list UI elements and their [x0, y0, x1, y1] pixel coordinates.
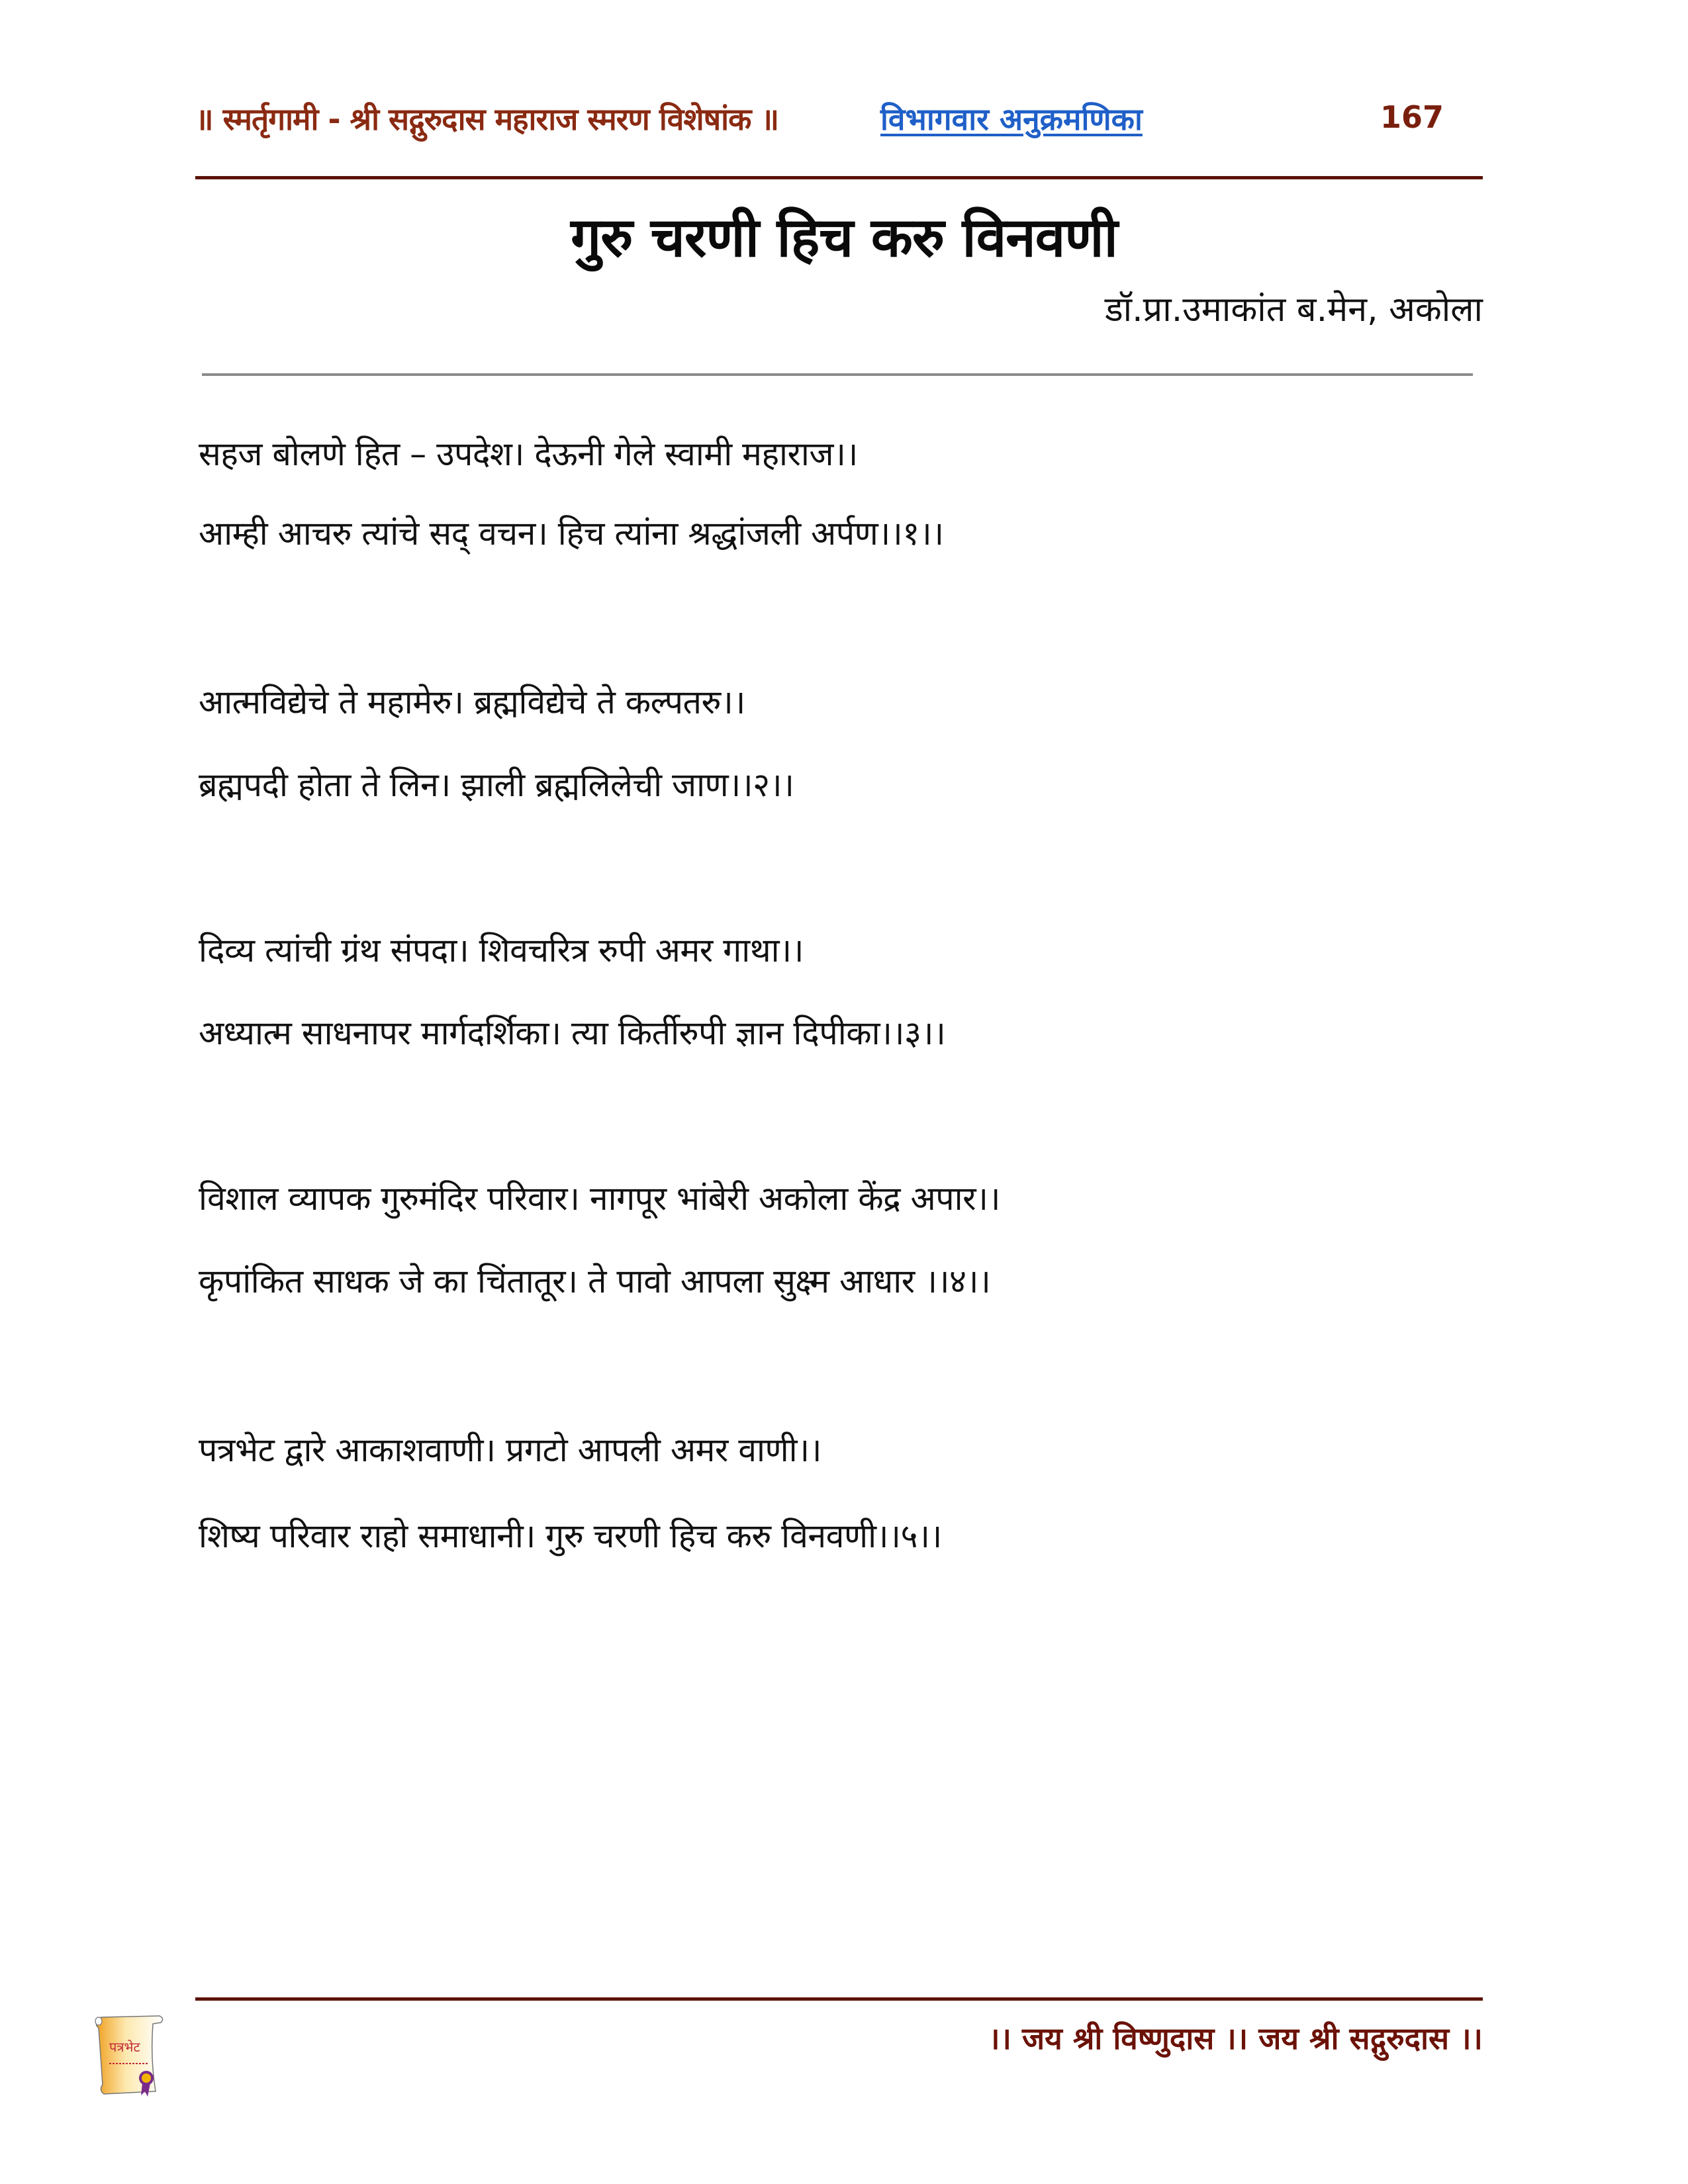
article-author: डॉ.प्रा.उमाकांत ब.मेन, अकोला: [1104, 290, 1483, 330]
publication-title: ॥ स्मर्तृगामी - श्री सद्गुरुदास महाराज स्मरण विशेषांक ॥: [195, 101, 778, 137]
verse-line: आम्ही आचरु त्यांचे सद् वचन। हिच त्यांना श्रद्धांजली अर्पण।।१।।: [199, 514, 944, 553]
verse-line: कृपांकित साधक जे का चिंतातूर। ते पावो आपला सुक्ष्म आधार ।।४।।: [199, 1262, 991, 1300]
index-link[interactable]: विभागवार अनुक्रमणिका: [880, 101, 1143, 137]
svg-text:पत्रभेट: पत्रभेट: [109, 2039, 140, 2055]
verse-line: ब्रह्मपदी होता ते लिन। झाली ब्रह्मलिलेची जाण।।२।।: [199, 766, 794, 804]
page-number: 167: [1380, 99, 1444, 135]
scroll-logo-icon: [89, 2012, 169, 2098]
article-title: गुरु चरणी हिच करु विनवणी: [571, 206, 1117, 269]
verse-line: पत्रभेट द्वारे आकाशवाणी। प्रगटो आपली अमर वाणी।।: [199, 1431, 822, 1469]
header-divider: [195, 176, 1483, 179]
verse-line: सहज बोलणे हित – उपदेश। देऊनी गेले स्वामी महाराज।।: [199, 435, 858, 473]
verse-line: विशाल व्यापक गुरुमंदिर परिवार। नागपूर भांबेरी अकोला केंद्र अपार।।: [199, 1179, 1000, 1218]
verse-line: आत्मविद्येचे ते महामेरु। ब्रह्मविद्येचे ते कल्पतरु।।: [199, 683, 745, 721]
footer-text: ।। जय श्री विष्णुदास ।। जय श्री सद्गुरुदास ।।: [988, 2021, 1483, 2056]
verse-line: शिष्य परिवार राहो समाधानी। गुरु चरणी हिच करु विनवणी।।५।।: [199, 1517, 942, 1555]
footer-divider: [195, 1997, 1483, 2001]
verse-line: दिव्य त्यांची ग्रंथ संपदा। शिवचरित्र रुपी अमर गाथा।।: [199, 931, 804, 970]
verse-line: अध्यात्म साधनापर मार्गदर्शिका। त्या किर्तीरुपी ज्ञान दिपीका।।३।।: [199, 1014, 946, 1052]
title-divider: [202, 373, 1473, 376]
